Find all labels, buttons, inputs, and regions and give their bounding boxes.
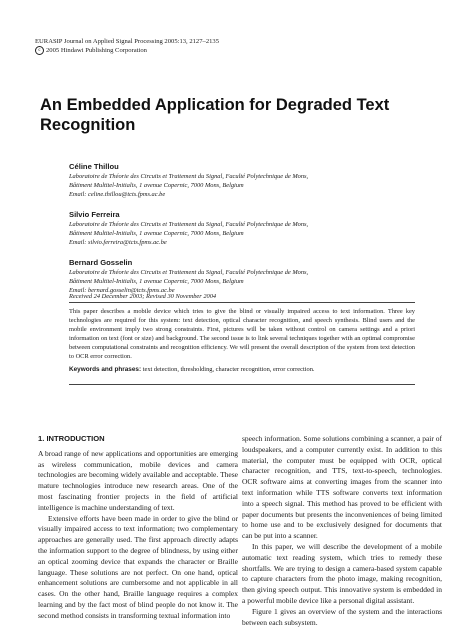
author-address: Bâtiment Multitel-Initialis, 1 avenue Copernic, 7000 Mons, Belgium: [69, 278, 244, 285]
author-address: Bâtiment Multitel-Initialis, 1 avenue Copernic, 7000 Mons, Belgium: [69, 182, 244, 189]
author-email: Email: silvio.ferreira@tcts.fpms.ac.be: [69, 239, 167, 246]
section-heading: 1. INTRODUCTION: [38, 434, 105, 443]
author-block: [69, 209, 449, 247]
copyright-text: 2005 Hindawi Publishing Corporation: [46, 47, 147, 54]
abstract: This paper describes a mobile device which tries to give the blind or visually impaired access to text information. Three key technologies are required for this system: text detection, optical character recognition, and speech synthesis. Blind users and the mobile environment imply two strong constraints. First, pictures will be taken without control on camera settings and a priori information on text (font or size) and background. The second issue is to link several techniques together with an optimal compromise between computational constraints and recognition efficiency. We will present the overall description of the system from text detection to OCR error correction.: [69, 308, 415, 360]
paragraph: Figure 1 gives an overview of the system and the interactions between each subsystem.: [242, 606, 442, 627]
keywords-text: text detection, thresholding, character recognition, error correction.: [142, 366, 315, 373]
copyright-line: [35, 46, 219, 55]
author-block: [69, 161, 449, 199]
author-name: Silvio Ferreira: [69, 210, 120, 219]
author-address: Bâtiment Multitel-Initialis, 1 avenue Copernic, 7000 Mons, Belgium: [69, 230, 244, 237]
author-email: Email: celine.thillou@tcts.fpms.ac.be: [69, 191, 166, 198]
paragraph: Extensive efforts have been made in order to give the blind or visually impaired access to text information; two complementary approaches are generally used. The first approach directly adapts the information support to the degree of blindness, by using either an optical zooming device that expands the character or Braille language. These solutions are not perfect. On one hand, optical enhancement solutions are cumbersome and not applicable in all cases. On the other hand, Braille language requires a complex learning and by the fact most of blind people do not know it. The second method consists in transforming textual information into: [38, 513, 238, 620]
paragraph: In this paper, we will describe the development of a mobile automatic text reading system, which tries to remedy these shortfalls. We are trying to design a camera-based system capable to capture characters from the photo image, making recognition, then giving speech output. This innovative system is embedded in a powerful mobile device like a personal digital assistant.: [242, 541, 442, 605]
author-affiliation: Laboratoire de Théorie des Circuits et Traitement du Signal, Faculté Polytechnique de Mons,: [69, 269, 309, 276]
author-block: [69, 257, 449, 295]
author-name: Céline Thillou: [69, 162, 119, 171]
author-affiliation: Laboratoire de Théorie des Circuits et Traitement du Signal, Faculté Polytechnique de Mons,: [69, 173, 309, 180]
right-column: [242, 434, 442, 628]
author-list: [69, 161, 449, 305]
keywords: [69, 366, 415, 375]
paragraph: speech information. Some solutions combining a scanner, a pair of loudspeakers, and a computer currently exist. In addition to this material, the computer must be equipped with OCR, optical character recognition, and TTS, text-to-speech, technologies. OCR software aims at converting images from the scanner into text information while TTS software converts text information into a speech signal. This method has proved to be efficient with paper documents but presents the inconveniences of being limited to home use and to be exclusively designed for documents that can be put into a scanner.: [242, 434, 442, 541]
copyright-icon: c: [35, 46, 44, 55]
journal-header: [35, 37, 219, 55]
abstract-bottom-rule: [69, 384, 415, 385]
author-name: Bernard Gosselin: [69, 258, 133, 267]
author-affiliation: Laboratoire de Théorie des Circuits et Traitement du Signal, Faculté Polytechnique de Mons,: [69, 221, 309, 228]
paragraph: A broad range of new applications and opportunities are emerging as wireless communication, mobile devices and camera technologies are becoming widely available and acceptable. These mature technologies introduce new research areas. One of the most fascinating frontier projects in the field of artificial intelligence is machine understanding of text.: [38, 448, 238, 512]
abstract-top-rule: [69, 302, 415, 303]
left-column: [38, 434, 238, 622]
paper-title: An Embedded Application for Degraded Text Recognition: [40, 96, 390, 134]
keywords-label: Keywords and phrases:: [69, 366, 142, 373]
author-email: Email: bernard.gosselin@tcts.fpms.ac.be: [69, 287, 175, 294]
journal-citation: EURASIP Journal on Applied Signal Processing 2005:13, 2127–2135: [35, 38, 220, 45]
received-dates: Received 24 December 2003; Revised 30 November 2004: [69, 293, 217, 300]
